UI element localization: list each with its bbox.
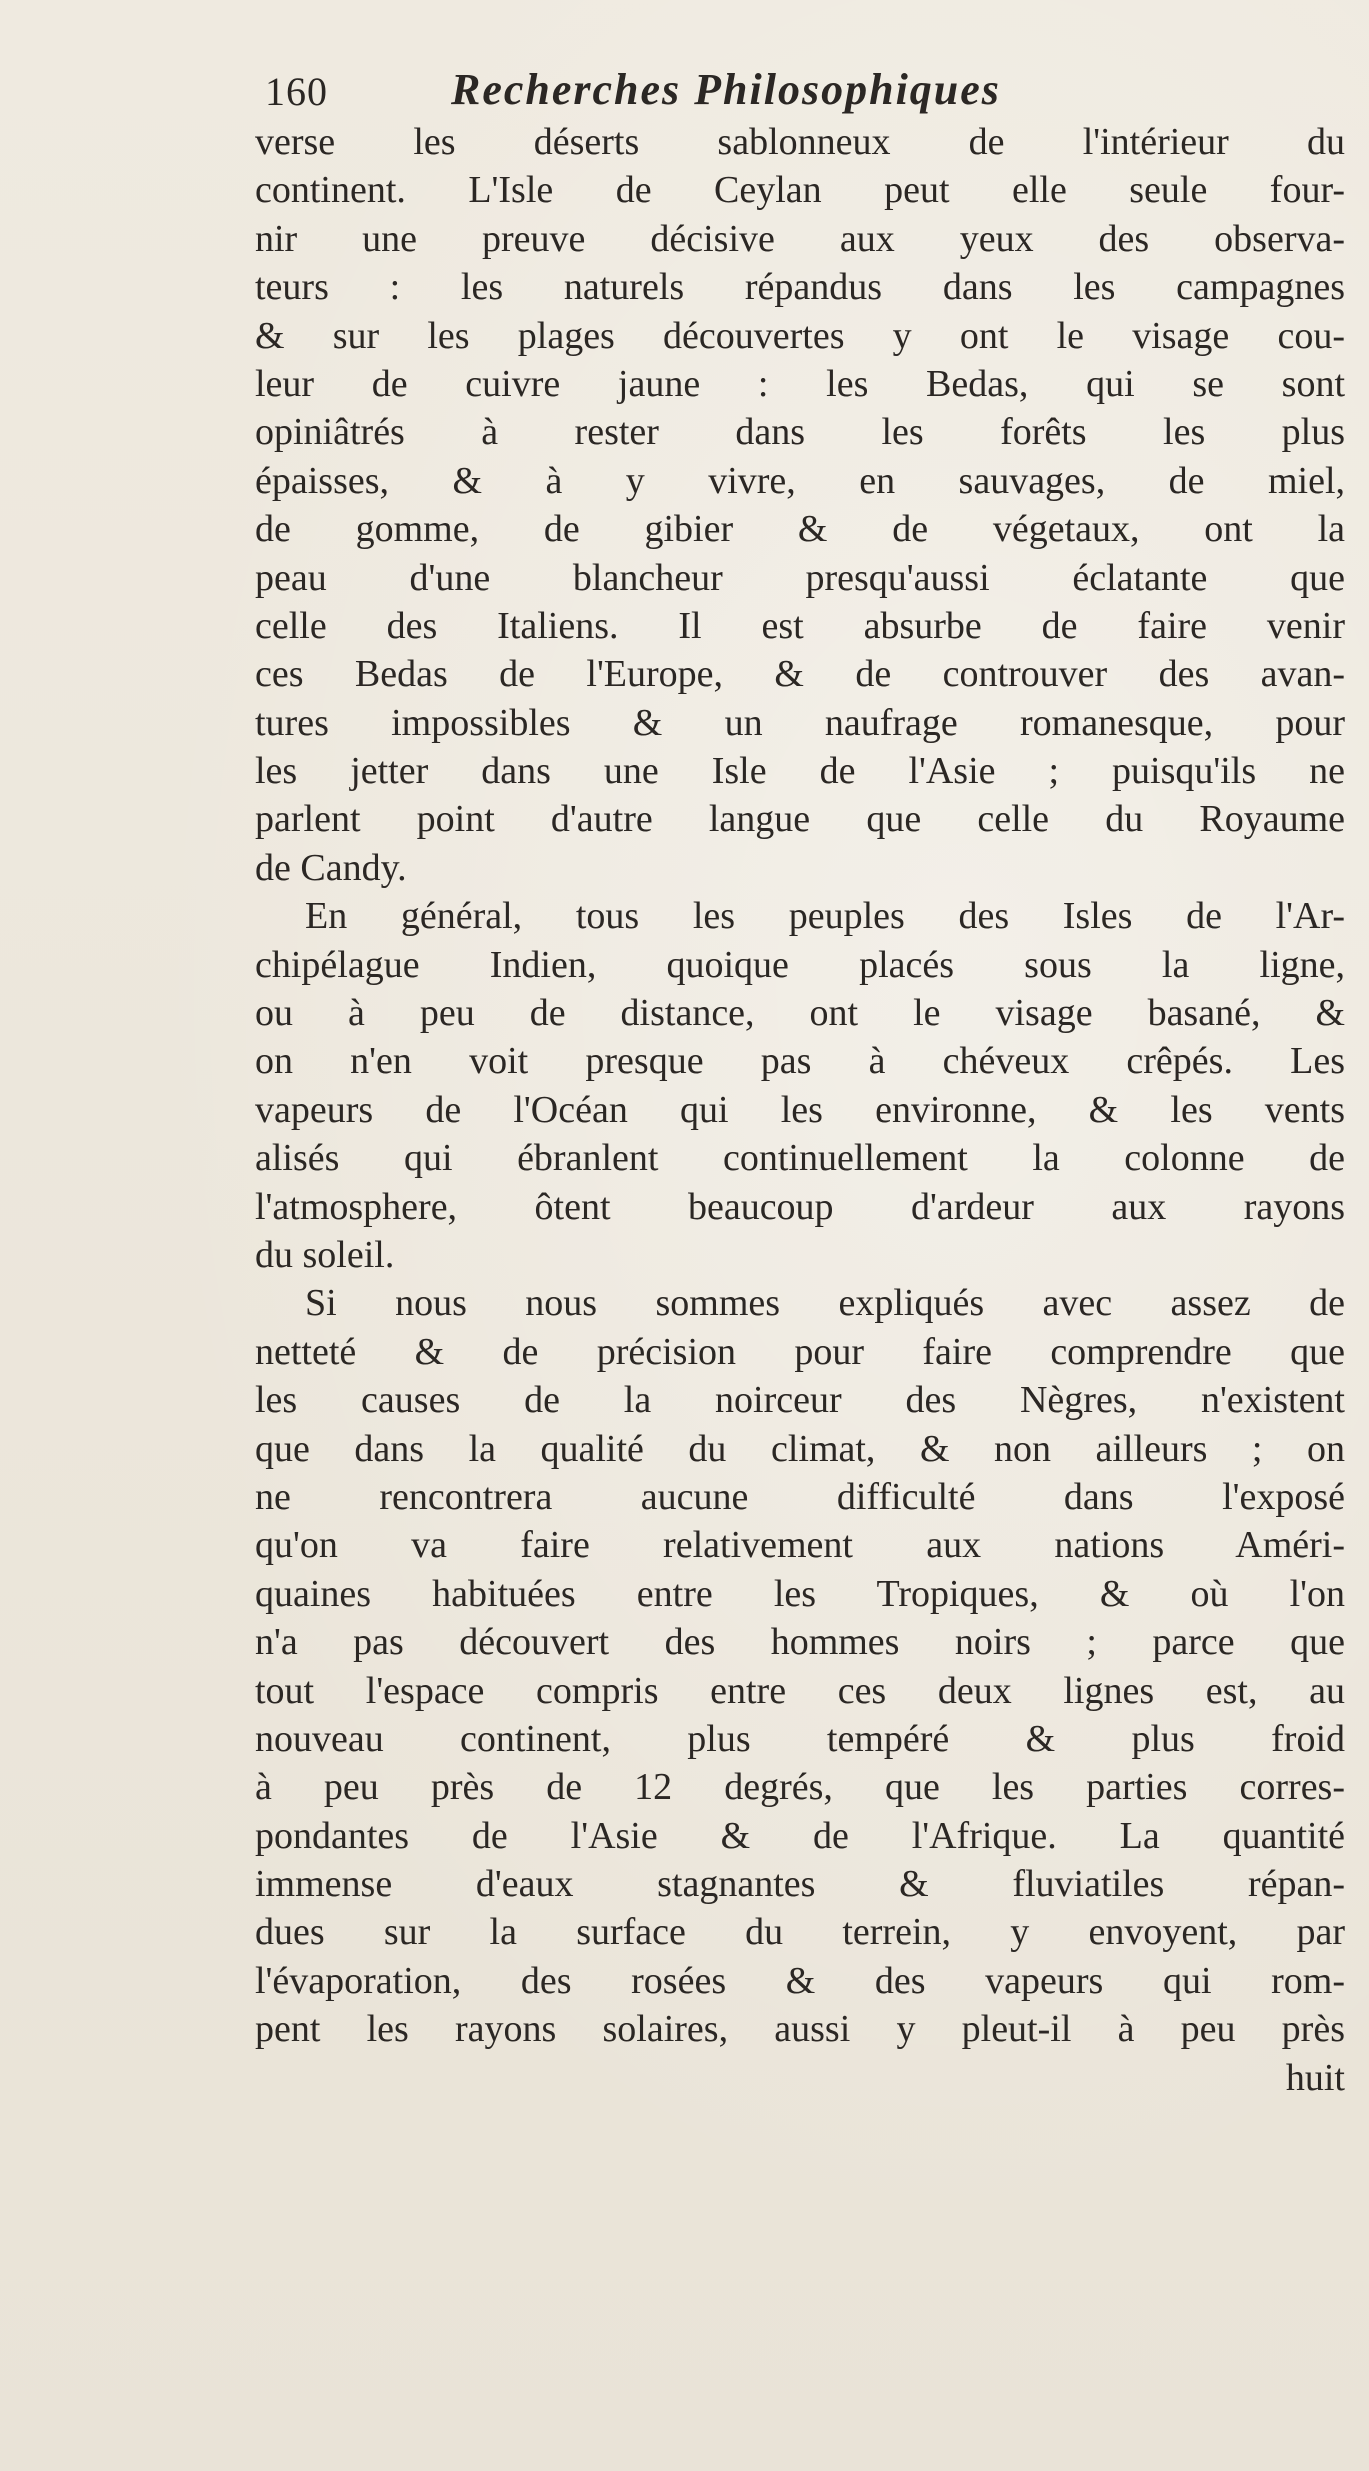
text-line: teurs : les naturels répandus dans les campagnes (255, 266, 1345, 309)
text-line: pent les rayons solaires, aussi y pleut-il à peu près (255, 2008, 1345, 2051)
text-line: chipélague Indien, quoique placés sous la ligne, (255, 943, 1345, 986)
text-line: dues sur la surface du terrein, y envoyent, par (255, 1911, 1345, 1954)
text-line: continent. L'Isle de Ceylan peut elle seule four- (255, 169, 1345, 212)
text-line: leur de cuivre jaune : les Bedas, qui se sont (255, 362, 1345, 405)
text-line: opiniâtrés à rester dans les forêts les plus (255, 411, 1345, 454)
text-line: à peu près de 12 degrés, que les parties corres- (255, 1766, 1345, 1809)
text-line: quaines habituées entre les Tropiques, & où l'on (255, 1572, 1345, 1615)
text-line: ne rencontrera aucune difficulté dans l'exposé (255, 1475, 1345, 1518)
text-line: les causes de la noirceur des Nègres, n'existent (255, 1379, 1345, 1422)
text-line: Si nous nous sommes expliqués avec assez de (305, 1282, 1345, 1325)
text-line: tout l'espace compris entre ces deux lignes est, au (255, 1669, 1345, 1712)
text-line: immense d'eaux stagnantes & fluviatiles répan- (255, 1863, 1345, 1906)
text-line: on n'en voit presque pas à chéveux crêpés. Les (255, 1040, 1345, 1083)
text-line: tures impossibles & un naufrage romanesque, pour (255, 701, 1345, 744)
text-line: nouveau continent, plus tempéré & plus froid (255, 1717, 1345, 1760)
text-line: netteté & de précision pour faire comprendre que (255, 1330, 1345, 1373)
text-line: ces Bedas de l'Europe, & de controuver des avan- (255, 653, 1345, 696)
text-line: l'atmosphere, ôtent beaucoup d'ardeur aux rayons (255, 1185, 1345, 1228)
text-line: de gomme, de gibier & de végetaux, ont la (255, 508, 1345, 551)
text-line: verse les déserts sablonneux de l'intérieur du (255, 121, 1345, 163)
page-number: 160 (265, 69, 328, 114)
text-line: épaisses, & à y vivre, en sauvages, de miel, (255, 459, 1345, 502)
text-line: l'évaporation, des rosées & des vapeurs qui rom- (255, 1959, 1345, 2002)
text-line: les jetter dans une Isle de l'Asie ; puisqu'ils ne (255, 750, 1345, 793)
text-line: que dans la qualité du climat, & non ailleurs ; on (255, 1427, 1345, 1470)
text-line: peau d'une blancheur presqu'aussi éclatante que (255, 556, 1345, 599)
catchword: huit (1285, 2056, 1345, 2099)
running-title: Recherches Philosophiques (451, 65, 1001, 114)
text-line: nir une preuve décisive aux yeux des observa- (255, 217, 1345, 260)
text-line: de Candy. (255, 846, 407, 889)
text-line: du soleil. (255, 1233, 395, 1276)
text-line: ou à peu de distance, ont le visage basané, & (255, 992, 1345, 1035)
text-line: qu'on va faire relativement aux nations Améri- (255, 1524, 1345, 1567)
text-line: alisés qui ébranlent continuellement la colonne de (255, 1137, 1345, 1180)
body-text (255, 118, 1345, 2102)
text-line: celle des Italiens. Il est absurbe de faire venir (255, 604, 1345, 647)
text-line: vapeurs de l'Océan qui les environne, & les vents (255, 1088, 1345, 1131)
text-line: En général, tous les peuples des Isles de l'Ar- (305, 895, 1345, 938)
text-line: n'a pas découvert des hommes noirs ; parce que (255, 1621, 1345, 1664)
text-line: parlent point d'autre langue que celle du Royaume (255, 798, 1345, 841)
text-line: pondantes de l'Asie & de l'Afrique. La quantité (255, 1814, 1345, 1857)
text-line: & sur les plages découvertes y ont le visage cou- (255, 314, 1345, 357)
